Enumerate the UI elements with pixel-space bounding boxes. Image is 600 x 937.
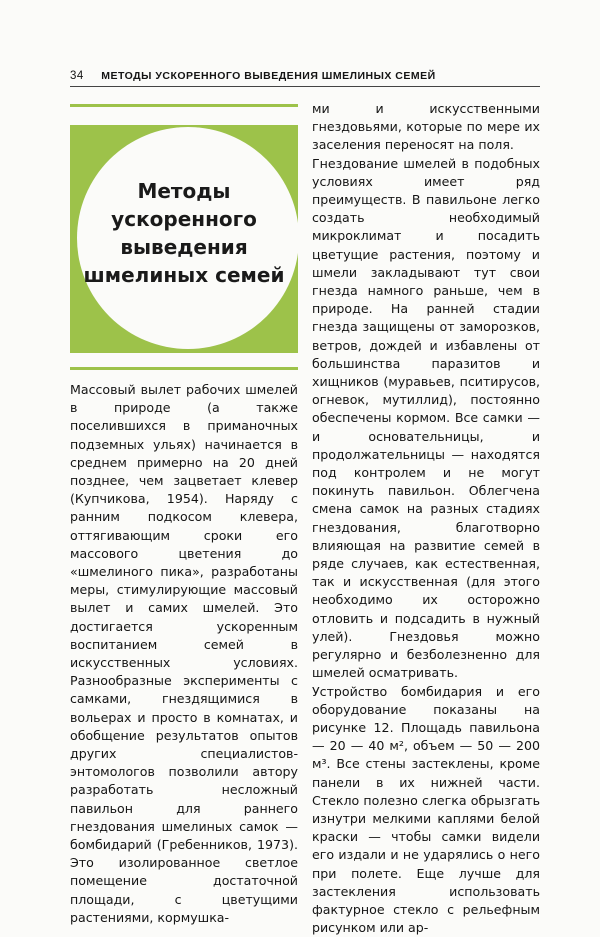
paragraph: Устройство бомбидария и его оборудование показаны на рисунке 12. Площадь павильона — 20 — 40 м², объем — 50 — 200 м³. Все стены застеклены, кроме панели в их нижней части. Стекло полезно слегка обрызгать изнутри мелкими каплями белой краски — чтобы самки видели его издали и не ударялись о него при полете. Еще лучше для застекления использовать фактурное стекло с рельефным рисунком или ар- — [312, 683, 540, 937]
chapter-title — [70, 177, 298, 289]
top-green-rule — [70, 104, 298, 107]
running-title: МЕТОДЫ УСКОРЕННОГО ВЫВЕДЕНИЯ ШМЕЛИНЫХ СЕМЕЙ — [101, 70, 435, 82]
header-rule — [70, 86, 540, 87]
left-text-column — [70, 381, 298, 927]
chapter-title-line: выведения — [70, 233, 298, 261]
right-text-column — [312, 100, 540, 937]
bottom-green-rule — [70, 367, 298, 370]
chapter-title-panel — [70, 125, 298, 353]
chapter-title-line: шмелиных семей — [70, 261, 298, 289]
paragraph: Гнездование шмелей в подобных условиях имеет ряд преимуществ. В павильоне легко создать необходимый микроклимат и посадить цветущие растения, поэтому и шмели закладывают тут свои гнезда намного раньше, чем в природе. На ранней стадии гнезда защищены от заморозков, ветров, дождей и избавлены от большинства паразитов и хищников (муравьев, пситирусов, огневок, мутиллид), постоянно обеспечены кормом. Все самки — и основательницы, и продолжательницы — находятся под контролем и не могут покинуть павильон. Облегчена смена самок на разных стадиях гнездования, благотворно влияющая на развитие семей в ряде случаев, как естественная, так и искусственная (для этого необходимо их осторожно отловить и подсадить в нужный улей). Гнездовья можно регулярно и безболезненно для шмелей осматривать. — [312, 155, 540, 683]
paragraph: ми и искусственными гнездовьями, которые по мере их заселения переносят на поля. — [312, 100, 540, 155]
chapter-title-line: Методы — [70, 177, 298, 205]
chapter-title-line: ускоренного — [70, 205, 298, 233]
page-number: 34 — [70, 70, 84, 82]
running-header — [70, 70, 540, 82]
paragraph: Массовый вылет рабочих шмелей в природе (а также поселившихся в примaночных подземных ульях) начинается в среднем примерно на 20 дней позднее, чем зацветает клевер (Купчикова, 1954). Наряду с ранним подкосом клевера, оттягивающим сроки его массового цветения до «шмелиного пика», разработаны меры, стимулирующие массовый вылет и самих шмелей. Это достигается ускоренным воспитанием семей в искусственных условиях. Разнообразные эксперименты с самками, гнездящимися в вольерах и просто в комнатах, и обобщение результатов опытов других специалистов-энтомологов позволили автору разработать несложный павильон для раннего гнездования шмелиных самок — бомбидарий (Гребенников, 1973). Это изолированное светлое помещение достаточной площади, с цветущими растениями, кормушка- — [70, 381, 298, 927]
